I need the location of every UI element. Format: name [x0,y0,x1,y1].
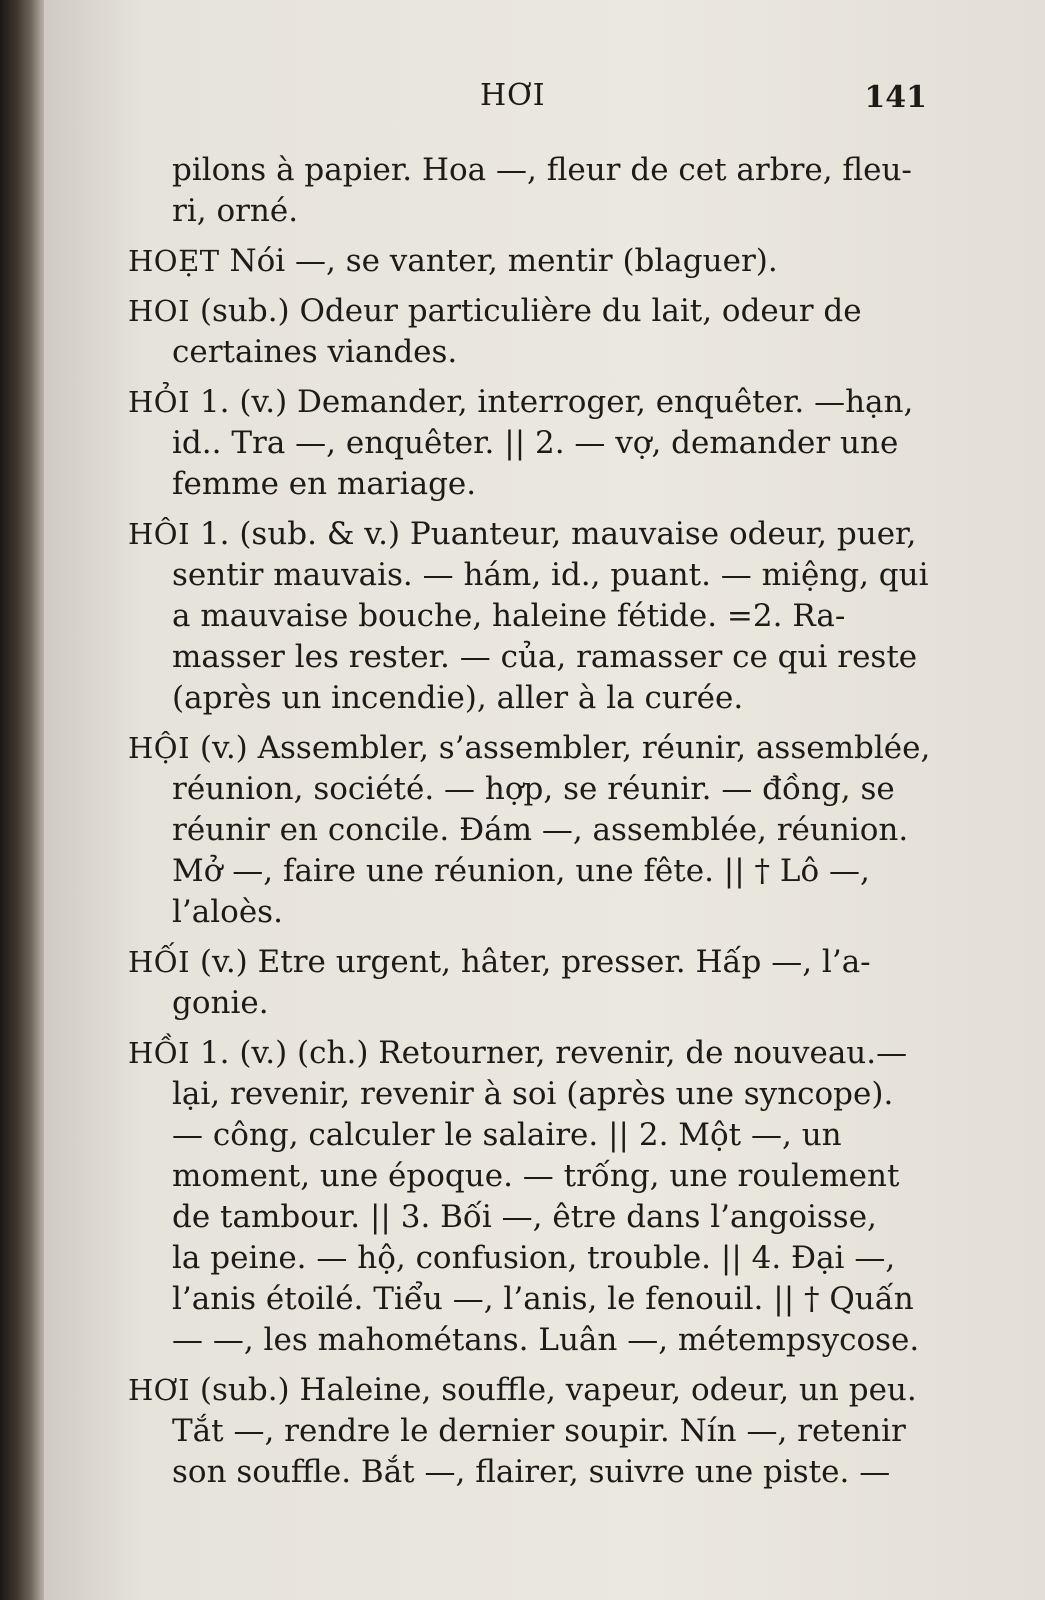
entry-line: sentir mauvais. — hám, id., puant. — miệng, qui [172,557,929,593]
entry-line: Mở —, faire une réunion, une fête. || † Lô —, [172,853,870,889]
headword: HỘI [128,731,191,765]
headword: HỐI [128,945,191,979]
entry-continuation [128,150,978,232]
entry-line: la peine. — hộ, confusion, trouble. || 4. Đại —, [172,1240,896,1276]
headword: HOI [128,294,191,328]
entry-hoet [128,241,978,282]
entry-line: l’aloès. [172,894,283,930]
dictionary-entries [128,150,978,1502]
entry-line: l’anis étoilé. Tiểu —, l’anis, le fenouil. || † Quấn [172,1281,914,1317]
entry-line: de tambour. || 3. Bối —, être dans l’angoisse, [172,1199,877,1235]
entry-line: moment, une époque. — trống, une roulement [172,1158,900,1194]
book-binding-shadow [0,0,44,1600]
headword: HƠI [128,1373,191,1407]
headword: HỎI [128,385,191,419]
entry-line: réunion, société. — hợp, se réunir. — đồng, se [172,771,895,807]
entry-hoi-assembler [128,728,978,933]
page-number: 141 [864,80,927,115]
entry-line: a mauvaise bouche, haleine fétide. =2. Ra- [172,598,846,634]
entry-line: Tắt —, rendre le dernier soupir. Nín —, retenir [172,1413,906,1449]
entry-hoi-haleine [128,1370,978,1493]
entry-line: (sub.) Odeur particulière du lait, odeur de [199,293,862,329]
entry-line: (v.) Etre urgent, hâter, presser. Hấp —, l’a- [199,944,871,980]
headword: HỒI [128,1036,191,1070]
entry-line: pilons à papier. Hoa —, fleur de cet arbre, fleu- [172,152,912,188]
entry-line: 1. (sub. & v.) Puanteur, mauvaise odeur, puer, [199,516,917,552]
entry-line: 1. (v.) (ch.) Retourner, revenir, de nouveau.— [199,1035,908,1071]
entry-hoi-retourner [128,1033,978,1361]
entry-line: son souffle. Bắt —, flairer, suivre une piste. — [172,1454,891,1490]
entry-line: masser les rester. — của, ramasser ce qui reste [172,639,918,675]
entry-line: id.. Tra —, enquêter. || 2. — vợ, demander une [172,425,899,461]
page-header [44,78,1045,118]
headword: HOẸT [128,244,220,278]
entry-line: — công, calculer le salaire. || 2. Một —, un [172,1117,842,1153]
entry-line: réunir en concile. Đám —, assemblée, réunion. [172,812,909,848]
entry-hoi-urgent [128,942,978,1024]
entry-line: Nói —, se vanter, mentir (blaguer). [229,243,778,279]
entry-line: ri, orné. [172,193,299,229]
entry-line: gonie. [172,985,269,1021]
entry-line: (v.) Assembler, s’assembler, réunir, assemblée, [199,730,931,766]
entry-line: (après un incendie), aller à la curée. [172,680,744,716]
entry-line: femme en mariage. [172,466,477,502]
entry-line: lại, revenir, revenir à soi (après une syncope). [172,1076,894,1112]
running-head: HƠI [480,78,546,113]
entry-line: certaines viandes. [172,334,458,370]
headword: HÔI [128,517,191,551]
entry-line: (sub.) Haleine, souffle, vapeur, odeur, un peu. [199,1372,917,1408]
entry-line: 1. (v.) Demander, interroger, enquêter. —hạn, [199,384,914,420]
dictionary-page [44,0,1045,1600]
entry-hoi-demander [128,382,978,505]
entry-hoi-odeur [128,291,978,373]
entry-hoi-puanteur [128,514,978,719]
entry-line: — —, les mahométans. Luân —, métempsycose. [172,1322,920,1358]
